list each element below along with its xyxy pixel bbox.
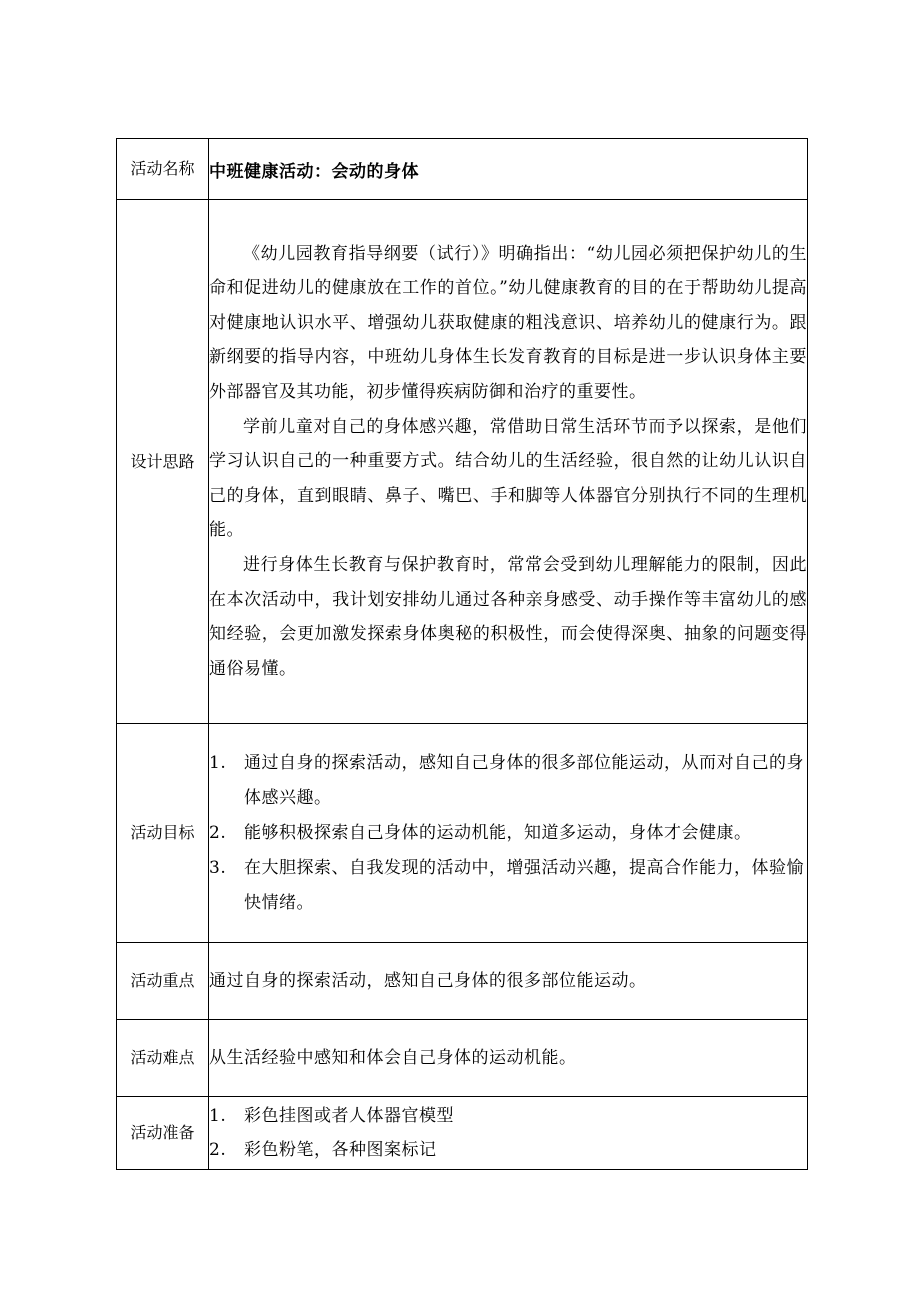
row-preparation [117,1097,808,1170]
preparation-item [209,1133,807,1167]
design-paragraph-2: 学前儿童对自己的身体感兴趣，常借助日常生活环节而予以探索，是他们学习认识自己的一种重要方式。结合幼儿的生活经验，很自然的让幼儿认识自己的身体，直到眼睛、鼻子、嘴巴、手和脚等人体器官分别执行不同的生理机能。 [209,416,807,541]
goal-text: 在大胆探索、自我发现的活动中，增强活动兴趣，提高合作能力，体验愉快情绪。 [244,857,804,913]
goal-number: 2. [209,822,227,843]
preparation-cell [209,1097,808,1170]
goal-item [209,816,807,851]
design-paragraph-3: 进行身体生长教育与保护教育时，常常会受到幼儿理解能力的限制，因此在本次活动中，我计划安排幼儿通过各种亲身感受、动手操作等丰富幼儿的感知经验，会更加激发探索身体奥秘的积极性，而会使得深奥、抽象的问题变得通俗易懂。 [209,554,807,679]
design-paragraph-1: 《幼儿园教育指导纲要（试行）》明确指出：“幼儿园必须把保护幼儿的生命和促进幼儿的健康放在工作的首位。”幼儿健康教育的目的在于帮助幼儿提高对健康地认识水平、增强幼儿获取健康的粗浅意识、培养幼儿的健康行为。跟新纲要的指导内容，中班幼儿身体生长发育教育的目标是进一步认识身体主要外部器官及其功能，初步懂得疾病防御和治疗的重要性。 [209,243,807,403]
preparation-list [209,1099,807,1167]
goals-label: 活动目标 [117,724,209,943]
goal-number: 1. [209,752,227,773]
goal-number: 3. [209,857,227,878]
row-design-idea [117,200,808,724]
design-idea-label: 设计思路 [117,200,209,724]
lesson-plan-table [116,138,808,1170]
preparation-number: 1. [209,1106,227,1126]
activity-name-label: 活动名称 [117,139,209,200]
row-goals [117,724,808,943]
goals-cell [209,724,808,943]
preparation-number: 2. [209,1140,227,1160]
difficulty-label: 活动难点 [117,1020,209,1097]
design-idea-cell [209,200,808,724]
goal-text: 通过自身的探索活动，感知自己身体的很多部位能运动，从而对自己的身体感兴趣。 [244,752,804,808]
goal-item [209,851,807,921]
preparation-text: 彩色挂图或者人体器官模型 [244,1106,454,1126]
key-point-text: 通过自身的探索活动，感知自己身体的很多部位能运动。 [209,943,808,1020]
preparation-item [209,1099,807,1133]
activity-name-cell [209,139,808,200]
row-key-point [117,943,808,1020]
preparation-label: 活动准备 [117,1097,209,1170]
preparation-text: 彩色粉笔，各种图案标记 [244,1140,437,1160]
row-activity-name [117,139,808,200]
row-difficulty [117,1020,808,1097]
goal-item [209,746,807,816]
goals-list [209,746,807,921]
key-point-label: 活动重点 [117,943,209,1020]
activity-title: 中班健康活动：会动的身体 [209,161,419,182]
goal-text: 能够积极探索自己身体的运动机能，知道多运动，身体才会健康。 [244,822,752,843]
difficulty-text: 从生活经验中感知和体会自己身体的运动机能。 [209,1020,808,1097]
